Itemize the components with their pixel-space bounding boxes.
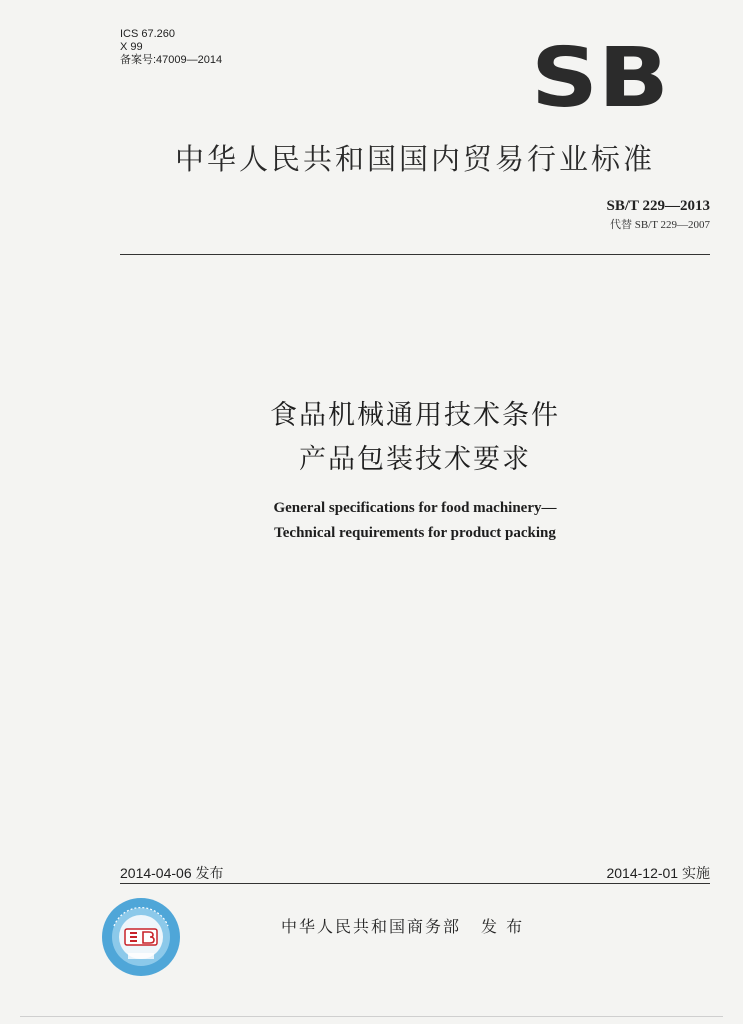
english-title-line-1: General specifications for food machinery— [273,500,557,516]
header-divider [120,254,710,255]
standard-type-heading: 中华人民共和国国内贸易行业标准 [174,142,655,176]
publish-label: 发 布 [481,917,525,936]
publisher-line [281,914,524,937]
ics-code: ICS 67.260 [120,28,176,40]
english-title-line-2: Technical requirements for product packing [274,525,556,541]
sb-logo-text: SB [531,40,669,112]
sb-logo [530,40,670,112]
effective-date: 2014-12-01 实施 [606,865,710,881]
page-bottom-edge [20,1016,723,1017]
footer-divider [120,883,710,884]
replaces-code: 代替 SB/T 229—2007 [609,219,710,231]
record-number: 备案号:47009—2014 [120,54,223,66]
certification-seal-icon [100,896,182,978]
class-code: X 99 [120,41,143,53]
chinese-title-line-1: 食品机械通用技术条件 [270,400,560,431]
issue-date: 2014-04-06 发布 [120,865,224,881]
chinese-title-line-2: 产品包装技术要求 [299,444,531,475]
standard-code-block [607,198,711,232]
classification-block [120,28,222,67]
standard-code: SB/T 229—2013 [606,198,710,214]
publisher-name: 中华人民共和国商务部 [281,917,462,936]
